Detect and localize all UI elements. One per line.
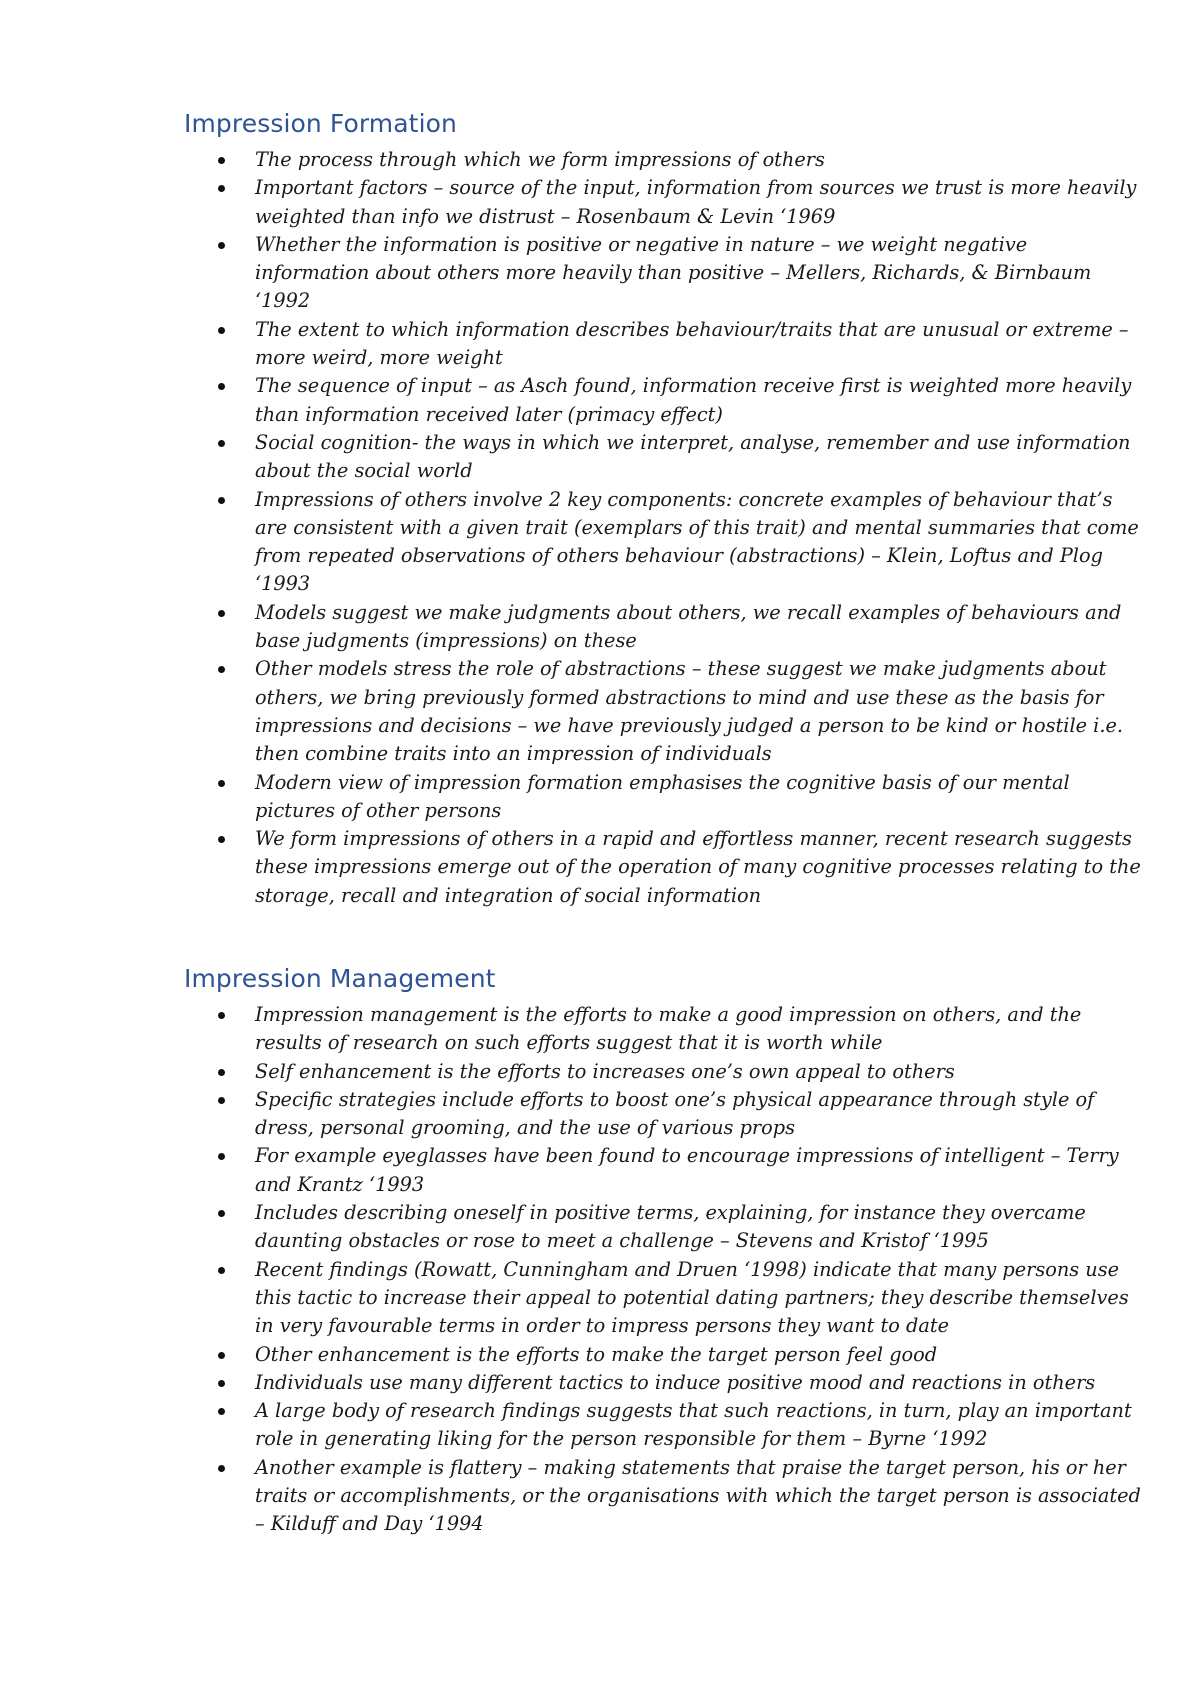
list-item [184,486,1144,599]
list-item-text: Another example is flattery – making statements that praise the target person, his or her traits or accomplishments, or the organisations with which the target person is associated – Kilduff and Day ‘1994 [255,1455,1141,1536]
list-item [184,1454,1144,1539]
list-item-text: Includes describing oneself in positive terms, explaining, for instance they overcame daunting obstacles or rose to meet a challenge – Stevens and Kristof ‘1995 [255,1201,1086,1253]
list-item [184,1086,1144,1143]
bullet-icon [218,440,225,447]
bullet-icon [218,1210,225,1217]
list-item [184,769,1144,826]
section-impression-management [184,962,1144,1539]
list-item [184,372,1144,429]
bullet-icon [218,1408,225,1415]
section-heading: Impression Management [184,964,496,993]
list-item-text: The extent to which information describes behaviour/traits that are unusual or extreme – more weird, more weight [255,317,1129,370]
list-item-text: A large body of research findings suggests that such reactions, in turn, play an important role in generating liking for the person responsible for them – Byrne ‘1992 [255,1399,1132,1451]
list-item-text: Whether the information is positive or negative in nature – we weight negative information about others more heavily than positive – Mellers, Richards, & Birnbaum ‘1992 [255,232,1092,313]
list-item-text: The sequence of input – as Asch found, information receive first is weighted more heavily than information received later (primacy effect) [255,374,1132,426]
list-item [184,231,1144,316]
list-item-text: Recent findings (Rowatt, Cunningham and Druen ‘1998) indicate that many persons use this tactic to increase their appeal to potential dating partners; they describe themselves in very favourable terms in order to impress persons they want to date [255,1257,1129,1338]
bullet-icon [218,185,225,192]
list-item [184,174,1144,231]
list-item [184,1341,1144,1369]
bullet-icon [218,157,225,164]
list-item-text: Impression management is the efforts to make a good impression on others, and the results of research on such efforts suggest that it is worth while [255,1003,1082,1055]
bullet-icon [218,610,225,617]
list-item-text: For example eyeglasses have been found to encourage impressions of intelligent – Terry and Krantz ‘1993 [255,1144,1119,1196]
bullet-icon [218,1069,225,1076]
section-impression-formation [184,107,1144,910]
bullet-icon [218,1352,225,1359]
bullet-icon [218,666,225,673]
bullet-icon [218,1465,225,1472]
list-item [184,599,1144,656]
list-item-text: Other enhancement is the efforts to make the target person feel good [255,1342,938,1366]
bullet-list [184,1001,1144,1539]
list-item-text: Impressions of others involve 2 key components: concrete examples of behaviour that’s are consistent with a given trait (exemplars of this trait) and mental summaries that come from repeated observations of others behaviour (abstractions) – Klein, Loftus and Plog ‘1993 [255,487,1139,596]
bullet-icon [218,1267,225,1274]
list-item [184,1397,1144,1454]
list-item-text: Specific strategies include efforts to boost one’s physical appearance through style of dress, personal grooming, and the use of various props [255,1087,1095,1140]
list-item-text: Other models stress the role of abstractions – these suggest we make judgments about others, we bring previously formed abstractions to mind and use these as the basis for impressions and decisions – we have previously judged a person to be kind or hostile i.e. then combine traits into an impression of individuals [255,657,1123,766]
list-item [184,1001,1144,1058]
bullet-icon [218,1012,225,1019]
bullet-list [184,146,1144,910]
list-item-text: Modern view of impression formation emphasises the cognitive basis of our mental pictures of other persons [255,770,1070,822]
list-item [184,1058,1144,1086]
list-item-text: The process through which we form impressions of others [255,148,825,171]
list-item [184,146,1144,174]
list-item [184,825,1144,910]
list-item-text: Self enhancement is the efforts to increases one’s own appeal to others [255,1059,955,1083]
list-item [184,1256,1144,1341]
section-heading: Impression Formation [184,109,457,138]
list-item-text: Important factors – source of the input, information from sources we trust is more heavily weighted than info we distrust – Rosenbaum & Levin ‘1969 [255,176,1137,228]
list-item [184,429,1144,486]
bullet-icon [218,780,225,787]
list-item [184,1142,1144,1199]
bullet-icon [218,1153,225,1160]
bullet-icon [218,1097,225,1104]
list-item [184,1199,1144,1256]
bullet-icon [218,383,225,390]
list-item-text: Individuals use many different tactics to induce positive mood and reactions in others [255,1370,1096,1394]
list-item-text: Models suggest we make judgments about others, we recall examples of behaviours and base judgments (impressions) on these [255,600,1122,653]
bullet-icon [218,327,225,334]
list-item-text: Social cognition- the ways in which we interpret, analyse, remember and use information about the social world [255,430,1131,483]
list-item [184,1369,1144,1397]
list-item [184,655,1144,768]
bullet-icon [218,242,225,249]
bullet-icon [218,836,225,843]
bullet-icon [218,1380,225,1387]
list-item-text: We form impressions of others in a rapid and effortless manner, recent research suggests these impressions emerge out of the operation of many cognitive processes relating to the storage, recall and integration of social information [255,827,1141,907]
bullet-icon [218,497,225,504]
list-item [184,316,1144,373]
